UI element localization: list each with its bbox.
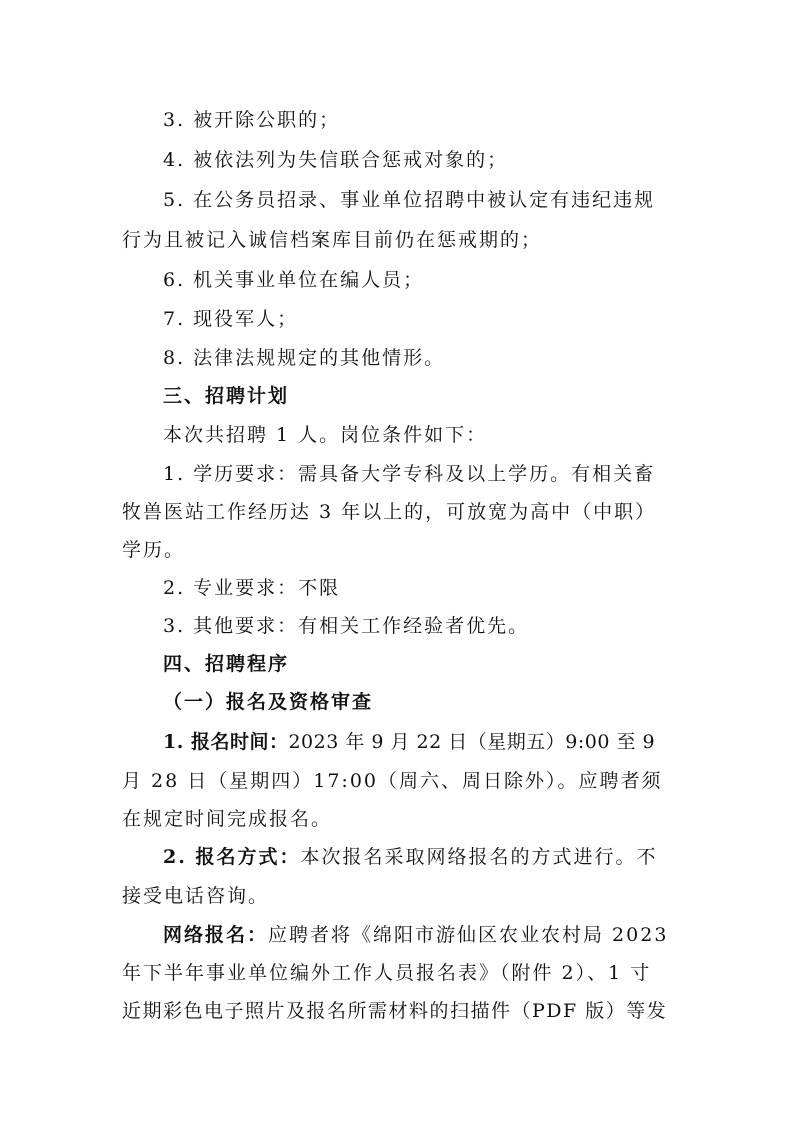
- paragraph-line: [163, 730, 655, 754]
- paragraph-line: [163, 923, 668, 947]
- paragraph-line: 学历。: [122, 539, 186, 561]
- paragraph-line: 月 28 日（星期四）17:00（周六、周日除外）。应聘者须: [122, 770, 663, 792]
- paragraph-line: 行为且被记入诚信档案库目前仍在惩戒期的；: [122, 229, 543, 251]
- list-item: 6. 机关事业单位在编人员；: [163, 269, 425, 291]
- list-item: 5. 在公务员招录、事业单位招聘中被认定有违纪违规: [163, 189, 656, 211]
- inline-text: 应聘者将《绵阳市游仙区农业农村局 2023: [268, 924, 669, 946]
- subsection-heading: （一）报名及资格审查: [163, 691, 374, 713]
- list-item: 7. 现役军人；: [163, 308, 299, 330]
- paragraph-line: 本次共招聘 1 人。岗位条件如下：: [163, 424, 488, 446]
- list-item: 3. 其他要求：有相关工作经验者优先。: [163, 615, 530, 637]
- paragraph-line: 在规定时间完成报名。: [122, 808, 333, 830]
- inline-label: 网络报名：: [163, 924, 269, 946]
- list-item: 8. 法律法规规定的其他情形。: [163, 347, 446, 369]
- inline-label: 1. 报名时间：: [163, 731, 289, 753]
- section-heading: 四、招聘程序: [163, 653, 290, 675]
- paragraph-line: 近期彩色电子照片及报名所需材料的扫描件（PDF 版）等发: [122, 1000, 668, 1022]
- list-item: 1. 学历要求：需具备大学专科及以上学历。有相关畜: [163, 463, 656, 485]
- inline-text: 本次报名采取网络报名的方式进行。不: [300, 846, 658, 868]
- paragraph-line: 牧兽医站工作经历达 3 年以上的，可放宽为高中（中职）: [122, 501, 657, 523]
- list-item: 3. 被开除公职的；: [163, 109, 341, 131]
- inline-label: 2. 报名方式：: [163, 846, 301, 868]
- section-heading: 三、招聘计划: [163, 385, 290, 407]
- list-item: 4. 被依法列为失信联合惩戒对象的；: [163, 149, 509, 171]
- paragraph-line: 接受电话咨询。: [122, 885, 270, 907]
- paragraph-line: [163, 845, 657, 869]
- paragraph-line: 年下半年事业单位编外工作人员报名表》（附件 2）、1 寸: [122, 962, 652, 984]
- list-item: 2. 专业要求：不限: [163, 577, 341, 599]
- inline-text: 2023 年 9 月 22 日（星期五）9:00 至 9: [288, 731, 656, 753]
